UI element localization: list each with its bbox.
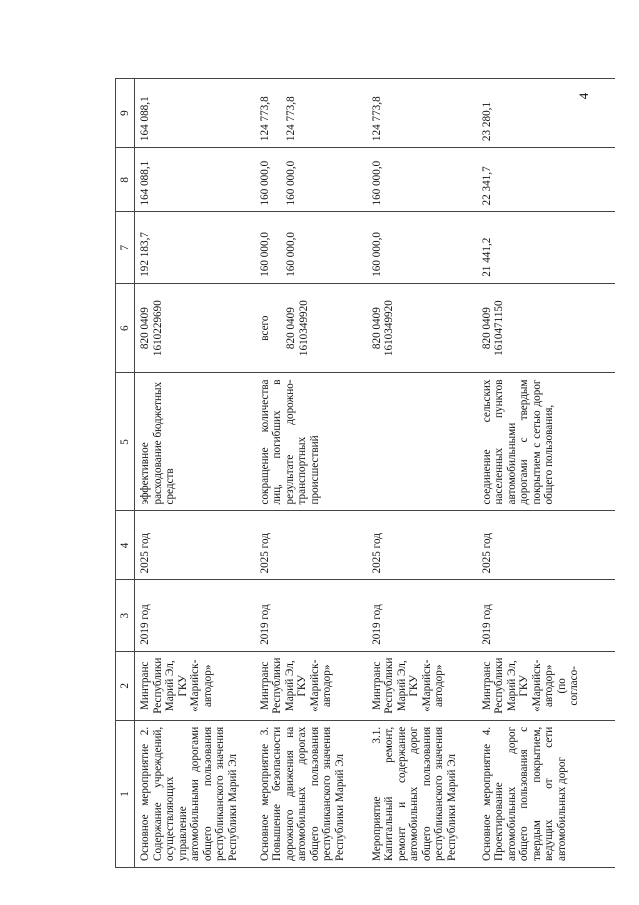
table-row: [135, 79, 255, 868]
budget-code: 820 0409 1610229690: [139, 300, 164, 357]
executor: Минтранс Республики Марий Эл, ГКУ «Марийск-автодор» (по согласо-: [477, 651, 616, 720]
end-year: 2025 год: [255, 511, 367, 580]
column-header: 2: [116, 651, 135, 720]
executor: Минтранс Республики Марий Эл, ГКУ «Марийск-автодор»: [135, 651, 255, 720]
start-year: 2019 год: [135, 580, 255, 651]
value-col8: [135, 148, 255, 212]
value-col8: [255, 148, 367, 212]
value: 160 000,0: [258, 232, 271, 277]
budget-code-cell: [135, 283, 255, 373]
table-row: [367, 79, 477, 868]
header-row: [116, 79, 135, 868]
value: 164 088,1: [139, 160, 151, 206]
budget-code: 820 0409 1610349920: [370, 300, 396, 357]
value-col7: [367, 212, 477, 283]
end-year: 2025 год: [367, 511, 477, 580]
value-sub: 160 000,0: [285, 160, 298, 206]
value: 160 000,0: [258, 160, 271, 206]
value-col7: [255, 212, 367, 283]
column-header: 4: [116, 511, 135, 580]
budget-code: 820 0409 1610471150: [480, 300, 506, 356]
value-sub: 160 000,0: [285, 232, 298, 277]
expected-result: [367, 373, 477, 511]
value-col8: [477, 148, 616, 212]
value-col9: [255, 79, 367, 148]
program-table: [115, 78, 615, 868]
value: 23 280,1: [480, 101, 493, 142]
end-year: 2025 год: [135, 511, 255, 580]
value: 124 773,8: [258, 96, 271, 142]
expected-result: соединение сельских населенных пунктов автомобильными дорогами с твердым покрытием с сетью дорог общего пользования,: [477, 373, 616, 511]
start-year: 2019 год: [477, 580, 616, 651]
value-col8: [367, 148, 477, 212]
value-col9: [367, 79, 477, 148]
column-header: 8: [116, 148, 135, 212]
start-year: 2019 год: [255, 580, 367, 651]
page-number: 4: [576, 92, 591, 100]
column-header: 9: [116, 79, 135, 148]
table-row: [255, 79, 367, 868]
budget-code-cell: [255, 283, 367, 373]
value: 192 183,7: [139, 232, 151, 277]
column-header: 1: [116, 720, 135, 867]
column-header: 5: [116, 373, 135, 511]
column-header: 6: [116, 283, 135, 373]
table-row: [477, 79, 616, 868]
budget-code: 820 0409 1610349920: [285, 300, 310, 357]
activity-name: Мероприятие 3.1. Капитальный ремонт, ремонт и содержание автомобильных дорог общего пользования республиканского значения Республики Марий Эл: [367, 720, 477, 867]
value: 21 441,2: [480, 237, 493, 277]
activity-name: Основное мероприятие 4. Проектирование автомобильных дорог общего пользования с твердым покрытием, ведущих от сети автомобильных дорог: [477, 720, 616, 867]
activity-name: Основное мероприятие 2. Содержание учреждений, осуществляющих управление автомобильными дорогами общего пользования республиканского значения Республики Марий Эл: [135, 720, 255, 867]
start-year: 2019 год: [367, 580, 477, 651]
value-col7: [477, 212, 616, 283]
value-col7: [135, 212, 255, 283]
column-header: 3: [116, 580, 135, 651]
expected-result: сокращение количества лиц, погибших в результате дорожно-транспортных происшествий: [255, 373, 367, 511]
column-header: 7: [116, 212, 135, 283]
budget-code-cell: [367, 283, 477, 373]
expected-result: эффективное расходование бюджетных средств: [135, 373, 255, 511]
value: 22 341,7: [480, 166, 493, 206]
value-sub: 124 773,8: [285, 96, 298, 142]
executor: Минтранс Республики Марий Эл, ГКУ «Марийск-автодор»: [255, 651, 367, 720]
value: 164 088,1: [139, 96, 151, 142]
budget-code-cell: [477, 283, 616, 373]
value: 160 000,0: [370, 232, 383, 277]
value-col9: [477, 79, 616, 148]
value: 124 773,8: [370, 96, 383, 142]
rotated-table-wrapper: [115, 78, 615, 868]
value-col9: [135, 79, 255, 148]
activity-name: Основное мероприятие 3. Повышение безопасности дорожного движения на автомобильных дорогах общего пользования республиканского значения Республики Марий Эл: [255, 720, 367, 867]
code-total-label: всего: [258, 315, 271, 341]
end-year: 2025 год: [477, 511, 616, 580]
executor: Минтранс Республики Марий Эл, ГКУ «Марийск-автодор»: [367, 651, 477, 720]
value: 160 000,0: [370, 160, 383, 206]
